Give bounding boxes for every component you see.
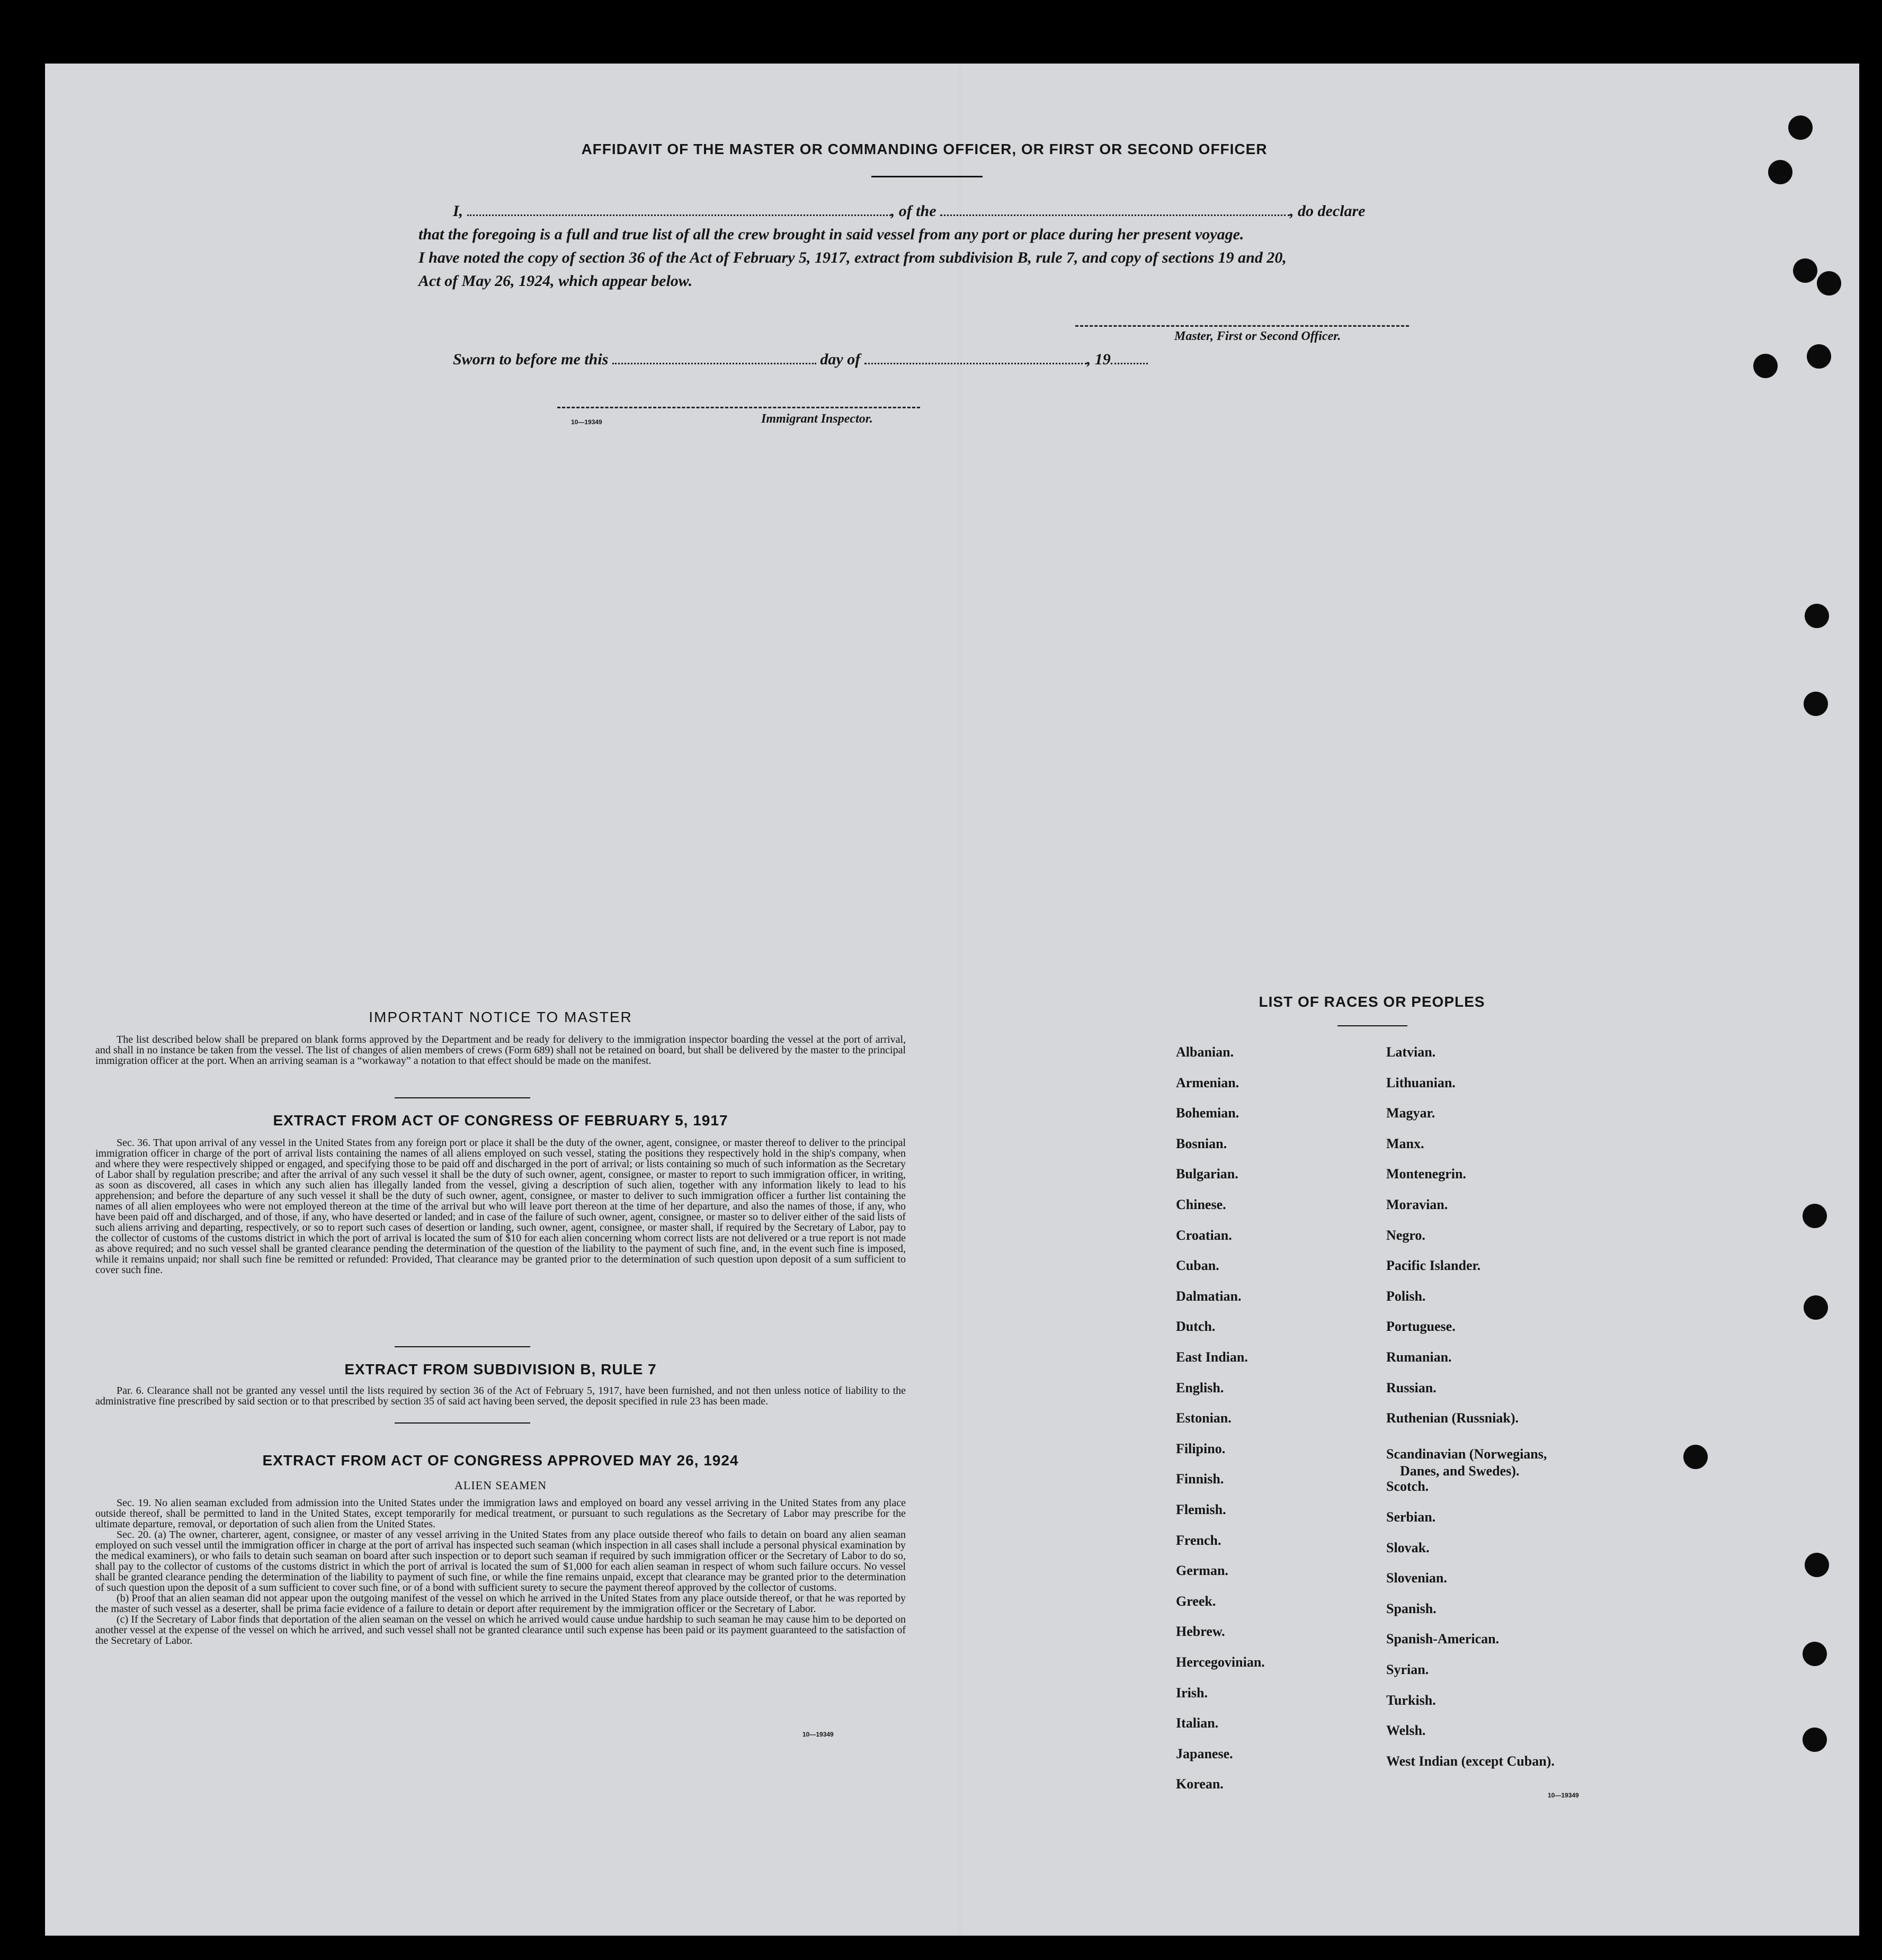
affidavit-line4: Act of May 26, 1924, which appear below. xyxy=(418,272,693,290)
race-item: Lithuanian. xyxy=(1386,1075,1456,1090)
section-rule xyxy=(395,1097,530,1098)
master-label: Master, First or Second Officer. xyxy=(1174,329,1341,343)
race-item: Spanish. xyxy=(1386,1601,1437,1616)
race-item: Estonian. xyxy=(1176,1410,1232,1426)
inspector-signature-line[interactable] xyxy=(557,407,920,408)
sec-20b-paragraph: (b) Proof that an alien seaman did not appear upon the outgoing manifest of the vessel on which he arrived in the United States from any place outside thereof, or that he was reported by the master of such vessel as a deserter, shall be prima facie evidence of a failure to detain or deport after requirement by the immigration officer or the Secretary of Labor. xyxy=(95,1592,906,1615)
notice-title: IMPORTANT NOTICE TO MASTER xyxy=(369,1009,632,1025)
extract-1924-text xyxy=(95,1498,906,1646)
race-item: English. xyxy=(1176,1380,1224,1395)
race-item: German. xyxy=(1176,1563,1228,1578)
race-item: Slovenian. xyxy=(1386,1570,1447,1586)
race-item: Negro. xyxy=(1386,1228,1425,1243)
vessel-name-field[interactable] xyxy=(940,214,1290,216)
document-sheet xyxy=(45,64,1859,1936)
race-item: Polish. xyxy=(1386,1288,1426,1304)
binder-hole xyxy=(1803,1642,1827,1666)
race-item: Montenegrin. xyxy=(1386,1166,1466,1182)
race-item: Dutch. xyxy=(1176,1319,1216,1334)
binder-hole xyxy=(1768,160,1792,184)
race-item: Scotch. xyxy=(1386,1479,1429,1494)
subdivision-b-text xyxy=(95,1385,906,1407)
race-item: Hercegovinian. xyxy=(1176,1654,1265,1670)
race-item: Bohemian. xyxy=(1176,1105,1239,1121)
race-item: Spanish-American. xyxy=(1386,1631,1500,1646)
binder-hole xyxy=(1803,1204,1827,1228)
race-item: Albanian. xyxy=(1176,1044,1234,1060)
race-item: West Indian (except Cuban). xyxy=(1386,1753,1555,1769)
center-fold xyxy=(959,64,960,1936)
notice-text xyxy=(95,1034,906,1066)
extract-1917-text xyxy=(95,1138,906,1275)
race-item: Finnish. xyxy=(1176,1471,1224,1487)
affidavit-line1 xyxy=(453,202,1480,220)
race-item: Cuban. xyxy=(1176,1258,1219,1273)
subdivision-b-title: EXTRACT FROM SUBDIVISION B, RULE 7 xyxy=(344,1361,657,1377)
notice-paragraph: The list described below shall be prepared on blank forms approved by the Department and be ready for delivery to the immigration inspector boarding the vessel at the port of arrival, and shall in no instance be taken from the vessel. The list of changes of alien members of crews (Form 689) shall not be retained on board, but shall be delivered by the master to the principal immigration officer at the port. When an arriving seaman is a “workaway” a notation to that effect should be made on the manifest. xyxy=(95,1034,906,1067)
binder-hole xyxy=(1804,692,1828,716)
affidavit-line3: I have noted the copy of section 36 of the Act of February 5, 1917, extract from subdivision B, rule 7, and copy of sections 19 and 20, xyxy=(418,249,1287,266)
sworn-year-field[interactable] xyxy=(1111,362,1148,364)
race-item: Bulgarian. xyxy=(1176,1166,1238,1182)
sec-20c-paragraph: (c) If the Secretary of Labor finds that deportation of the alien seaman on the vessel on which he arrived would cause undue hardship to such seaman he may cause him to be deported on another vessel at the expense of the vessel on which he arrived, and such vessel shall not be granted clearance until such expense has been paid or its payment guaranteed to the satisfaction of the Secretary of Labor. xyxy=(95,1614,906,1646)
affidavit-line2: that the foregoing is a full and true list of all the crew brought in said vessel from any port or place during her present voyage. xyxy=(418,226,1244,243)
race-item: Serbian. xyxy=(1386,1509,1436,1525)
race-item: Korean. xyxy=(1176,1776,1224,1792)
race-item: Slovak. xyxy=(1386,1540,1430,1555)
races-title: LIST OF RACES OR PEOPLES xyxy=(1259,994,1485,1010)
officer-name-field[interactable] xyxy=(467,214,891,216)
race-item: Manx. xyxy=(1386,1136,1424,1151)
race-item: Chinese. xyxy=(1176,1197,1226,1212)
race-item: Croatian. xyxy=(1176,1228,1232,1243)
race-item: Greek. xyxy=(1176,1594,1216,1609)
binder-hole xyxy=(1804,1295,1828,1320)
section-rule xyxy=(395,1346,530,1347)
race-item: Irish. xyxy=(1176,1685,1208,1701)
binder-hole xyxy=(1788,115,1813,140)
races-form-number: 10—19349 xyxy=(1548,1792,1579,1799)
race-item: Turkish. xyxy=(1386,1693,1436,1708)
race-item: Latvian. xyxy=(1386,1044,1436,1060)
sworn-day-field[interactable] xyxy=(612,362,816,364)
sworn-label: Sworn to before me this xyxy=(453,351,609,368)
inspector-label: Immigrant Inspector. xyxy=(761,412,873,426)
binder-hole xyxy=(1805,604,1829,628)
race-item: Danes, and Swedes). xyxy=(1400,1463,1520,1479)
title-rule xyxy=(871,176,983,177)
race-item: Hebrew. xyxy=(1176,1624,1225,1639)
sec-20a-paragraph: Sec. 20. (a) The owner, charterer, agent, consignee, or master of any vessel arriving in the United States from any place outside thereof who fails to detain on board any alien seaman employed on such vessel until the immigration officer in charge at the port of arrival has inspected such seaman (which inspection in all cases shall include a personal physical examination by the medical examiners), or who fails to detain such seaman on board after such inspection or to deport such seaman if required by such immigration officer or the Secretary of Labor to do so, shall pay to the collector of customs of the customs district in which the port of arrival is located the sum of $1,000 for each alien seaman in respect of whom such failure occurs. No vessel shall be granted clearance pending the determination of the liability to payment of such fine, or while the fine remains unpaid, except that clearance may be granted prior to the determination of such question upon the deposit of a sum sufficient to cover such fine, or of a bond with sufficient surety to secure the payment thereof approved by the collector of customs. xyxy=(95,1529,906,1594)
year-label: , 19 xyxy=(1086,351,1111,368)
race-item: Flemish. xyxy=(1176,1502,1226,1517)
extract-1924-title: EXTRACT FROM ACT OF CONGRESS APPROVED MAY 26, 1924 xyxy=(262,1452,739,1469)
race-item: Magyar. xyxy=(1386,1105,1435,1121)
binder-hole xyxy=(1793,258,1817,283)
master-signature-line[interactable] xyxy=(1075,325,1409,327)
day-of-label: day of xyxy=(820,351,861,368)
sec-19-paragraph: Sec. 19. No alien seaman excluded from admission into the United States under the immigration laws and employed on board any vessel arriving in the United States from any place outside thereof, shall be permitted to land in the United States, except temporarily for medical treatment, or pursuant to such regulations as the Secretary of Labor may prescribe for the ultimate departure, removal, or deportation of such alien from the United States. xyxy=(95,1497,906,1530)
binder-hole xyxy=(1805,1553,1829,1577)
race-item: Portuguese. xyxy=(1386,1319,1456,1334)
race-item: Moravian. xyxy=(1386,1197,1448,1212)
race-item: Syrian. xyxy=(1386,1662,1429,1677)
race-item: Ruthenian (Russniak). xyxy=(1386,1410,1519,1426)
of-the-label: , of the xyxy=(890,202,936,220)
binder-hole xyxy=(1683,1445,1708,1469)
race-item: Scandinavian (Norwegians, xyxy=(1386,1446,1547,1462)
alien-seamen-subtitle: ALIEN SEAMEN xyxy=(454,1479,547,1492)
race-item: Dalmatian. xyxy=(1176,1288,1242,1304)
left-form-number: 10—19349 xyxy=(802,1731,834,1738)
race-item: Italian. xyxy=(1176,1715,1219,1731)
sec-36-paragraph: Sec. 36. That upon arrival of any vessel in the United States from any foreign port or place it shall be the duty of the owner, agent, consignee, or master thereof to deliver to the principal immigration officer in charge of the port of arrival lists containing the names of all aliens employed on such vessel, stating the positions they respectively hold in the ship's company, when and where they were respectively shipped or engaged, and specifying those to be paid off and discharged in the port of arrival; or lists containing so much of such information as the Secretary of Labor shall by regulation prescribe; and after the arrival of any such vessel it shall be the duty of such owner, agent, consignee, or master to report to such immigration officer, in writing, as soon as discovered, all cases in which any such alien has illegally landed from the vessel, giving a description of such alien, together with any information likely to lead to his apprehension; and before the departure of any such vessel it shall be the duty of such owner, agent, consignee, or master to deliver to such immigration officer a further list containing the names of all alien employees who were not employed thereon at the time of the arrival but who will leave port thereon at the time of her departure, and also the names of those, if any, who have been paid off and discharged, and of those, if any, who have deserted or landed; and in case of the failure of such owner, agent, consignee, or master so to deliver either of the said lists of such aliens arriving and departing, respectively, or so to report such cases of desertion or landing, such owner, agent, consignee, or master shall, if required by the Secretary of Labor, pay to the collector of customs of the customs district in which the port of arrival is located the sum of $10 for each alien concerning whom correct lists are not delivered or a true report is not made as above required; and no such vessel shall be granted clearance pending the determination of the question of the liability to the payment of such fine, and, in the event such fine is imposed, while it remains unpaid; nor shall such fine be remitted or refunded: Provided, That clearance may be granted prior to the determination of such question upon deposit of a sum sufficient to cover such fine. xyxy=(95,1137,906,1276)
race-item: French. xyxy=(1176,1533,1221,1548)
affidavit-title: AFFIDAVIT OF THE MASTER OR COMMANDING OFFICER, OR FIRST OR SECOND OFFICER xyxy=(581,141,1268,157)
race-item: Welsh. xyxy=(1386,1723,1426,1738)
binder-hole xyxy=(1807,344,1831,369)
affidavit-form-number: 10—19349 xyxy=(571,418,602,426)
race-item: Pacific Islander. xyxy=(1386,1258,1481,1273)
binder-hole xyxy=(1753,354,1778,378)
race-item: Russian. xyxy=(1386,1380,1437,1395)
extract-1917-title: EXTRACT FROM ACT OF CONGRESS OF FEBRUARY 5, 1917 xyxy=(273,1112,728,1129)
binder-hole xyxy=(1817,271,1841,296)
binder-hole xyxy=(1803,1728,1827,1752)
sworn-line xyxy=(453,351,1148,369)
race-item: Rumanian. xyxy=(1386,1349,1452,1365)
sworn-month-field[interactable] xyxy=(864,362,1087,364)
race-item: East Indian. xyxy=(1176,1349,1248,1365)
par-6-paragraph: Par. 6. Clearance shall not be granted any vessel until the lists required by section 36 of the Act of February 5, 1917, have been furnished, and not then unless notice of liability to the administrative fine prescribed by said section or to that prescribed by section 35 of said act having been served, the deposit specified in rule 23 has been made. xyxy=(95,1385,906,1407)
i-label: I, xyxy=(453,202,463,220)
race-item: Japanese. xyxy=(1176,1746,1233,1761)
section-rule xyxy=(395,1422,530,1424)
race-item: Bosnian. xyxy=(1176,1136,1227,1151)
race-item: Filipino. xyxy=(1176,1441,1226,1456)
races-title-rule xyxy=(1337,1025,1407,1026)
race-item: Armenian. xyxy=(1176,1075,1239,1090)
declare-label: , do declare xyxy=(1290,202,1366,220)
